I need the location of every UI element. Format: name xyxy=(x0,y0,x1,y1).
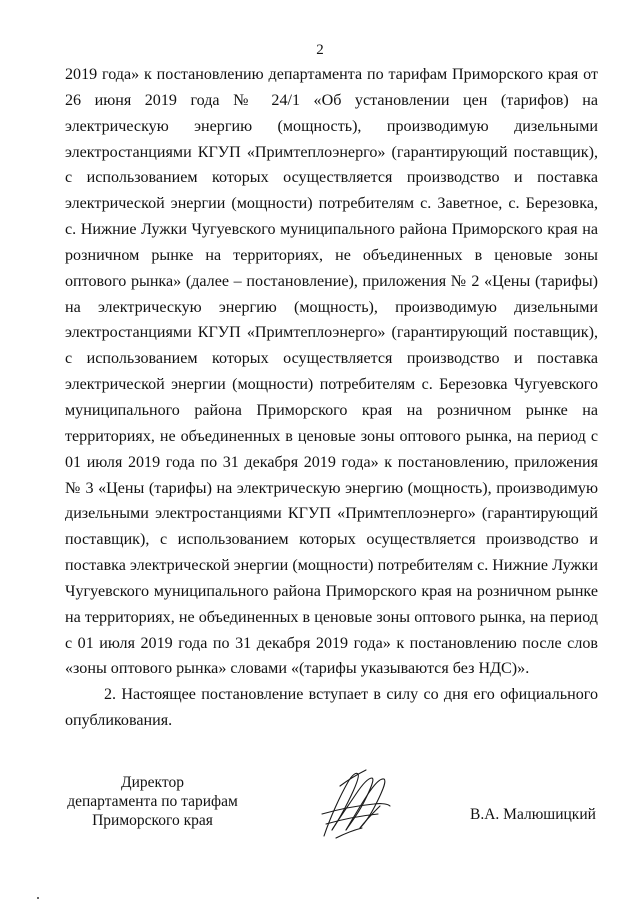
paragraph-continuation: 2019 года» к постановлению департамента по тарифам Приморского края от 26 июня 2019 года № 24/1 «Об установлении цен (тарифов) на электрическую энергию (мощность), производимую дизельными электростанциями КГУП «Примтеплоэнерго» (гарантирующий поставщик), с использованием которых осуществляется производство и поставка электрической энергии (мощности) потребителям с. Заветное, с. Березовка, с. Нижние Лужки Чугуевского муниципального района Приморского края на розничном рынке на территориях, не объединенных в ценовые зоны оптового рынка» (далее – постановление), приложения № 2 «Цены (тарифы) на электрическую энергию (мощность), производимую дизельными электростанциями КГУП «Примтеплоэнерго» (гарантирующий поставщик), с использованием которых осуществляется производство и поставка электрической энергии (мощности) потребителям с. Березовка Чугуевского муниципального района Приморского края на розничном рынке на территориях, не объединенных в ценовые зоны оптового рынка, на период с 01 июля 2019 года по 31 декабря 2019 года» к постановлению, приложения № 3 «Цены (тарифы) на электрическую энергию (мощность), производимую дизельными электростанциями КГУП «Примтеплоэнерго» (гарантирующий поставщик), с использованием которых осуществляется производство и поставка электрической энергии (мощности) потребителям с. Нижние Лужки Чугуевского муниципального района Приморского края на розничном рынке на территориях, не объединенных в ценовые зоны оптового рынка, на период с 01 июля 2019 года по 31 декабря 2019 года» к постановлению после слов «зоны оптового рынка» словами «(тарифы указываются без НДС)». xyxy=(65,66,598,678)
signatory-name: В.А. Малюшицкий xyxy=(470,806,596,823)
document-body xyxy=(65,62,598,734)
signatory-position xyxy=(60,773,245,830)
scan-speck xyxy=(37,897,39,899)
paragraph-effective-date: 2. Настоящее постановление вступает в силу со дня его официального опубликования. xyxy=(65,686,598,730)
handwritten-signature xyxy=(318,766,392,840)
position-line-2: департамента по тарифам xyxy=(67,793,238,810)
position-line-3: Приморского края xyxy=(92,812,213,829)
page-number: 2 xyxy=(316,42,324,58)
position-line-1: Директор xyxy=(121,774,184,791)
